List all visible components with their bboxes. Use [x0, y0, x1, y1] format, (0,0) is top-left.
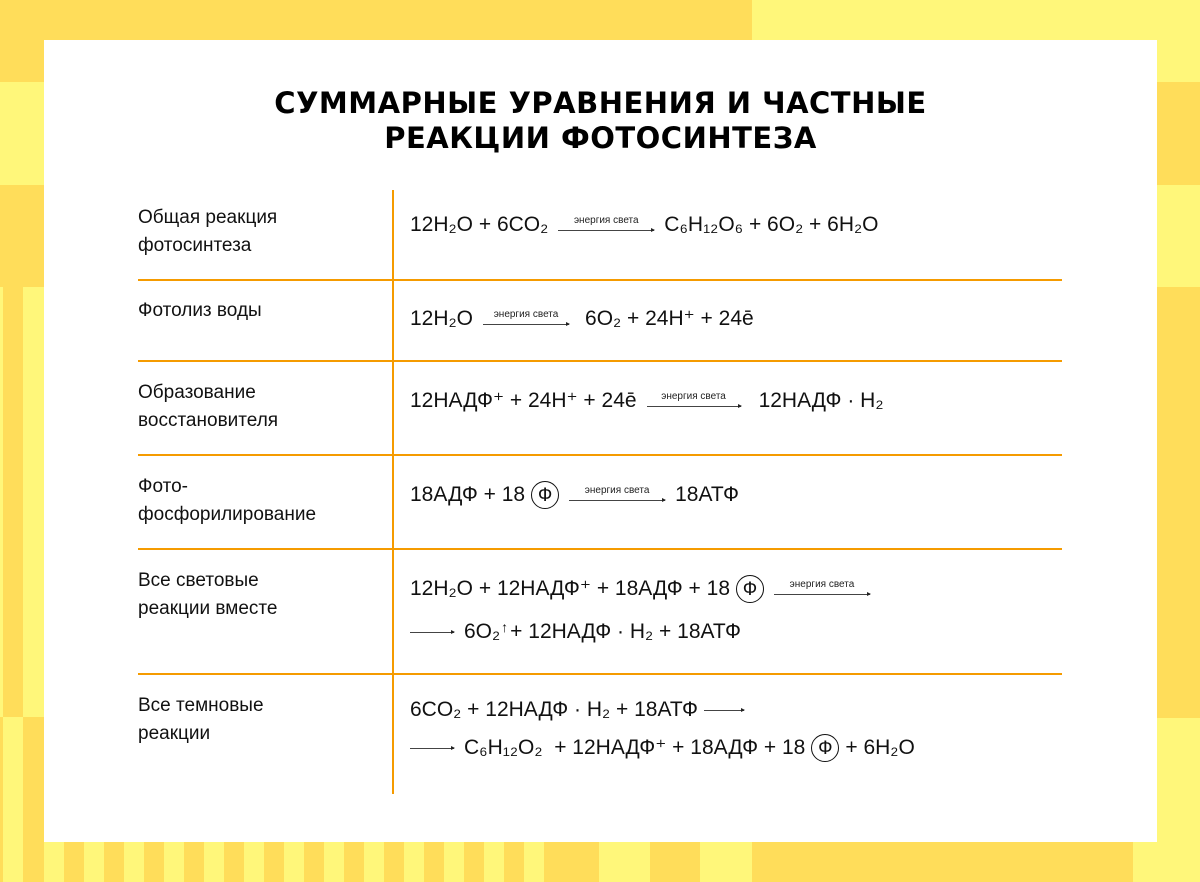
bg-left-block [0, 185, 44, 287]
bg-left-stripe [23, 717, 44, 882]
equation-rhs: 18АТФ [675, 483, 739, 506]
arrow-icon [647, 406, 741, 407]
arrow-caption: энергия света [573, 215, 639, 226]
equation-lhs: 12H₂O [410, 307, 474, 330]
label-line: Образование [138, 382, 256, 403]
equation-lhs: 18АДФ + 18 [410, 483, 526, 506]
label-line: фосфорилирование [138, 504, 317, 525]
label-line: Все световые [138, 570, 259, 591]
arrow-icon [410, 632, 454, 633]
arrow-caption: энергия света [493, 309, 559, 320]
row-divider [138, 454, 1062, 456]
bg-top-right-block [752, 0, 1200, 40]
equation-photolysis [410, 304, 754, 334]
row-label-photolysis [138, 297, 388, 325]
light-energy-arrow [558, 215, 654, 231]
label-line: Фото- [138, 476, 188, 497]
bg-left-stripe [23, 287, 44, 717]
light-energy-arrow [647, 391, 741, 407]
equation-lhs: 6CO₂ + 12НАДФ · H₂ + 18АТФ [410, 698, 698, 721]
continuation-arrow [410, 632, 454, 633]
bg-left-stripe [3, 717, 23, 882]
equation-photophosphorylation [410, 480, 739, 510]
arrow-icon [558, 230, 654, 231]
equation-lhs: 12H₂O + 6CO₂ [410, 213, 549, 236]
arrow-icon [704, 710, 744, 711]
row-label-all-light [138, 567, 388, 623]
label-line: фотосинтеза [138, 235, 252, 256]
equation-overall [410, 210, 879, 240]
equation-all-light-line1 [410, 574, 880, 604]
equation-all-dark-line1 [410, 695, 754, 725]
gas-up-arrow-icon: ↑ [501, 619, 509, 635]
equation-all-dark-line2 [410, 733, 915, 763]
label-line: Общая реакция [138, 207, 278, 228]
page-title [44, 86, 1157, 156]
continuation-arrow [410, 748, 454, 749]
arrow-icon [483, 324, 569, 325]
label-line: восстановителя [138, 410, 279, 431]
phosphate-circle-icon: Ф [811, 734, 839, 762]
label-line: реакции вместе [138, 598, 278, 619]
title-line-2: РЕАКЦИИ ФОТОСИНТЕЗА [384, 121, 817, 155]
title-line-1: СУММАРНЫЕ УРАВНЕНИЯ И ЧАСТНЫЕ [274, 86, 927, 120]
arrow-caption: энергия света [789, 579, 855, 590]
row-divider [138, 279, 1062, 281]
bg-left-block [0, 0, 44, 82]
bg-bottom-stripes [44, 842, 1157, 882]
row-divider [138, 673, 1062, 675]
row-divider [138, 360, 1062, 362]
arrow-caption: энергия света [584, 485, 650, 496]
bg-right-block [1157, 0, 1200, 82]
light-energy-arrow [569, 485, 665, 501]
row-divider [138, 548, 1062, 550]
phosphate-circle-icon: Ф [531, 481, 559, 509]
bg-left-block [0, 82, 44, 185]
row-label-all-dark [138, 692, 388, 748]
equation-reductant [410, 386, 884, 416]
bg-right-block [1157, 82, 1200, 185]
equation-rhs: 12НАДФ · H₂ [758, 389, 884, 412]
light-energy-arrow [483, 309, 569, 325]
bg-right-block [1157, 185, 1200, 287]
light-energy-arrow [774, 579, 870, 595]
phosphate-circle-icon: Ф [736, 575, 764, 603]
row-label-reductant [138, 379, 388, 435]
equation-all-light-line2 [410, 617, 741, 647]
equation-lhs: 12H₂O + 12НАДФ⁺ + 18АДФ + 18 [410, 577, 730, 600]
label-line: Все темновые [138, 695, 264, 716]
equation-rhs: C₆H₁₂O₆ + 6O₂ + 6H₂O [664, 213, 879, 236]
equation-rhs-b: + 6H₂O [845, 736, 915, 759]
row-label-photophosphorylation [138, 473, 388, 529]
bg-right-block [1157, 287, 1200, 718]
equation-rhs-a: 6O₂ [464, 620, 501, 643]
continuation-arrow [704, 710, 744, 711]
arrow-icon [774, 594, 870, 595]
bg-top-left-block [0, 0, 752, 40]
equation-rhs-b: + 12НАДФ · H₂ + 18АТФ [510, 620, 741, 643]
arrow-caption: энергия света [661, 391, 726, 402]
arrow-icon [569, 500, 665, 501]
bg-left-stripe [3, 287, 23, 717]
equation-rhs-a: C₆H₁₂O₂ + 12НАДФ⁺ + 18АДФ + 18 [464, 736, 806, 759]
row-label-overall [138, 204, 388, 260]
label-line: реакции [138, 723, 211, 744]
arrow-icon [410, 748, 454, 749]
content-card [44, 40, 1157, 842]
equation-lhs: 12НАДФ⁺ + 24H⁺ + 24ē [410, 389, 637, 412]
label-line: Фотолиз воды [138, 300, 262, 321]
equation-rhs: 6O₂ + 24H⁺ + 24ē [585, 307, 754, 330]
bg-right-block [1157, 718, 1200, 882]
